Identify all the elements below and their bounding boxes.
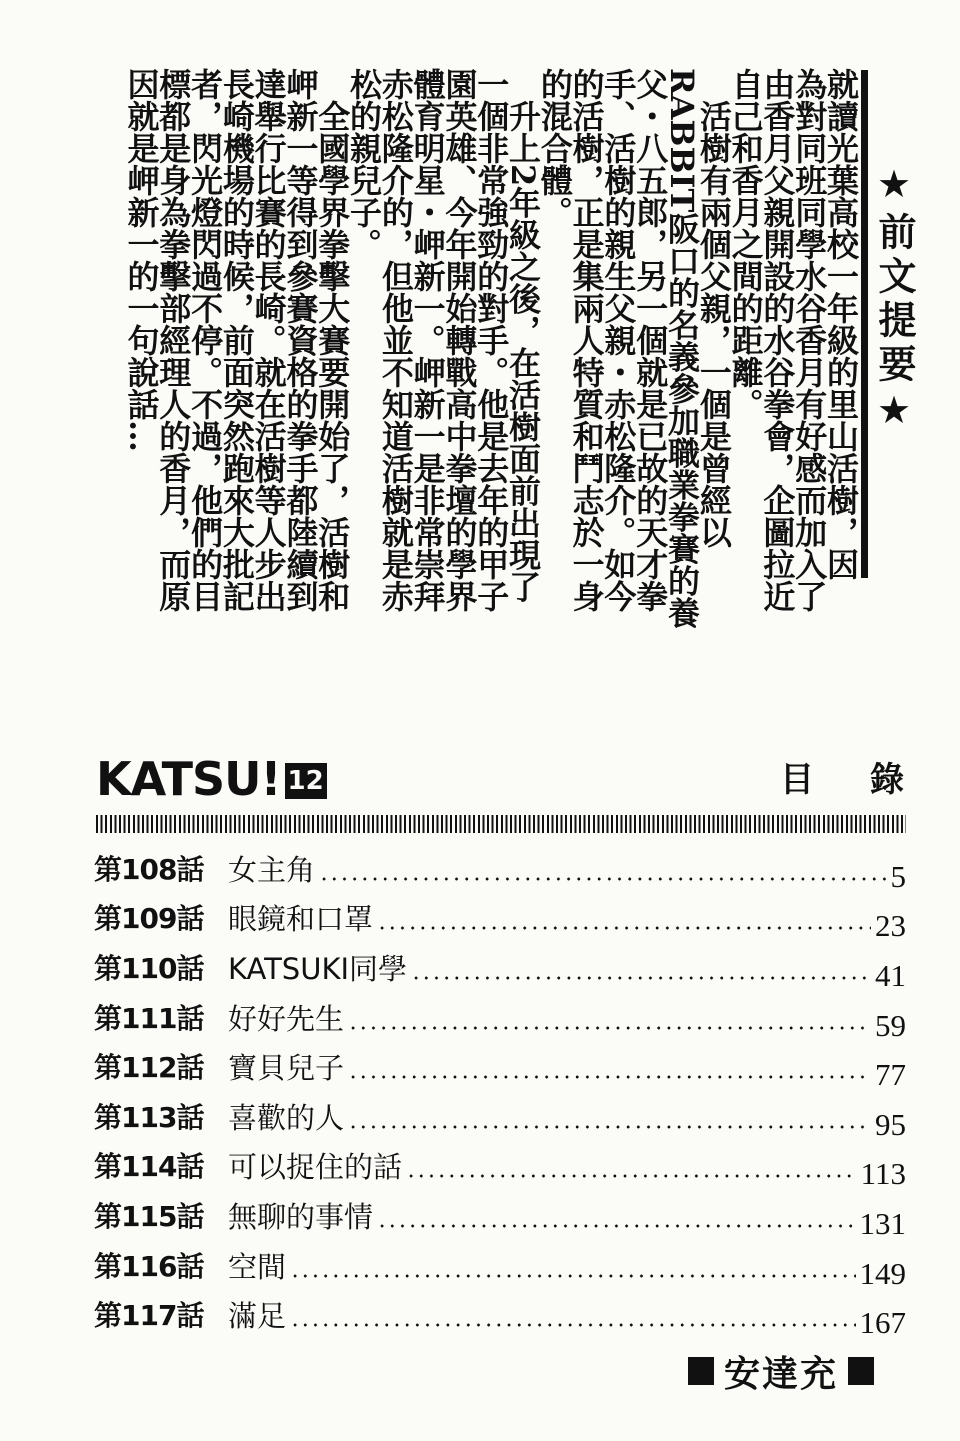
- chapter-number: 第111話: [94, 1001, 204, 1035]
- toc-divider: [96, 815, 906, 833]
- synopsis-line: 全國學界拳擊大賽要開始了，活樹和: [313, 68, 352, 612]
- square-bullet-icon: [848, 1357, 874, 1385]
- page-number: 95: [875, 1106, 906, 1142]
- synopsis-line: 園英雄、今年開始轉戰高中拳壇的學界: [440, 68, 479, 612]
- toc-row[interactable]: [94, 1192, 906, 1242]
- volume-number: 12: [285, 763, 327, 799]
- chapter-title: 可以捉住的話: [228, 1150, 403, 1185]
- synopsis-line: 體育明星・岬新一。岬新一是非常崇拜: [408, 68, 447, 612]
- page-number: 149: [859, 1255, 906, 1291]
- synopsis-line: 者，閃光燈閃過不停。不過，他們的目: [186, 68, 225, 612]
- chapter-number: 第109話: [94, 902, 204, 936]
- synopsis-line: 赤松隆介的，但他並不知道活樹就是赤: [376, 68, 415, 612]
- chapter-number: 第113話: [94, 1100, 204, 1134]
- page-number: 23: [875, 908, 906, 944]
- chapter-number: 第110話: [94, 951, 204, 985]
- synopsis-line: RABBIT阪口的名義參加職業拳賽的養: [663, 68, 702, 629]
- synopsis-line: 由香月父親開設的水谷拳會，企圖拉近: [758, 68, 797, 612]
- synopsis-line: 達舉行比賽的長崎。就在活樹等人步出: [249, 68, 288, 612]
- synopsis-text: [50, 68, 860, 640]
- chapter-number: 第108話: [94, 852, 204, 886]
- page-number: 77: [875, 1057, 906, 1093]
- toc-row[interactable]: [94, 845, 906, 895]
- toc-row[interactable]: [94, 1291, 906, 1341]
- dot-leader: [377, 1224, 855, 1228]
- chapter-title: KATSUKI同學: [228, 951, 408, 986]
- toc-list: [94, 845, 906, 1341]
- dot-leader: [348, 1125, 871, 1129]
- chapter-number: 第116話: [94, 1249, 204, 1283]
- toc-row[interactable]: [94, 895, 906, 945]
- synopsis-line: 的混合體。: [535, 68, 574, 228]
- chapter-number: 第115話: [94, 1199, 204, 1233]
- page-number: 59: [875, 1007, 906, 1043]
- chapter-title: 好好先生: [228, 1001, 345, 1036]
- toc-row[interactable]: [94, 994, 906, 1044]
- toc-row[interactable]: [94, 944, 906, 994]
- synopsis-line: 長崎機場的時候，前面突然跑來大批記: [217, 68, 256, 612]
- toc-heading: 目錄: [780, 760, 960, 800]
- chapter-title: 空間: [228, 1249, 287, 1284]
- page-number: 41: [875, 957, 906, 993]
- series-logo: [96, 752, 327, 806]
- author-name: 安達充: [724, 1353, 839, 1395]
- page-number: 113: [860, 1156, 906, 1192]
- chapter-title: 眼鏡和口罩: [228, 902, 374, 937]
- author-credit: [688, 1348, 874, 1394]
- page-number: 167: [859, 1305, 906, 1341]
- dot-leader: [319, 877, 886, 881]
- synopsis-line: 父・八五郎，另一個就是已故的天才拳: [631, 68, 670, 612]
- synopsis-line: 松的親兒子。: [345, 68, 384, 260]
- chapter-title: 滿足: [228, 1299, 287, 1334]
- page-number: 5: [890, 858, 906, 894]
- synopsis-line: 就讀光葉高校一年級的里山活樹，因: [822, 68, 860, 580]
- chapter-number: 第114話: [94, 1150, 204, 1184]
- synopsis-divider: [861, 70, 868, 578]
- synopsis-line: 標都是身為拳擊部經理人的香月，而原: [154, 68, 193, 612]
- synopsis-line: 自己和香月之間的距離。: [726, 68, 765, 420]
- series-title: KATSU!: [96, 752, 281, 806]
- synopsis-line: 為對同班同學水谷香月有好感而加入了: [790, 68, 829, 612]
- synopsis-line: 岬新一等得到參賽資格的拳手都陸續到: [281, 68, 320, 612]
- synopsis-line: 一個非常強勁的對手。他是去年的甲子: [472, 68, 511, 612]
- synopsis-title: ★前文提要★: [872, 162, 916, 438]
- page-number: 131: [859, 1205, 906, 1241]
- dot-leader: [348, 1026, 871, 1030]
- synopsis-line: 手、活樹的親生父親・赤松隆介。如今: [599, 68, 638, 612]
- chapter-title: 女主角: [228, 852, 316, 887]
- chapter-title: 寶貝兒子: [228, 1051, 345, 1086]
- toc-row[interactable]: [94, 1093, 906, 1143]
- dot-leader: [348, 1075, 871, 1079]
- toc-row[interactable]: [94, 1043, 906, 1093]
- chapter-number: 第117話: [94, 1299, 204, 1333]
- chapter-title: 無聊的事情: [228, 1199, 374, 1234]
- dot-leader: [290, 1274, 855, 1278]
- synopsis-line: 因就是岬新一的一句說話…: [122, 68, 161, 452]
- dot-leader: [411, 976, 871, 980]
- toc-row[interactable]: [94, 1242, 906, 1292]
- dot-leader: [290, 1323, 855, 1327]
- dot-leader: [377, 926, 871, 930]
- chapter-title: 喜歡的人: [228, 1100, 345, 1135]
- toc-row[interactable]: [94, 1143, 906, 1193]
- square-bullet-icon: [688, 1357, 714, 1385]
- chapter-number: 第112話: [94, 1051, 204, 1085]
- dot-leader: [406, 1174, 857, 1178]
- synopsis-line: 活樹有兩個父親，一個是曾經以: [694, 68, 733, 548]
- synopsis-line: 升上2年級之後，在活樹面前出現了: [504, 68, 543, 603]
- synopsis-line: 的活樹，正是集兩人特質和鬥志於一身: [567, 68, 606, 612]
